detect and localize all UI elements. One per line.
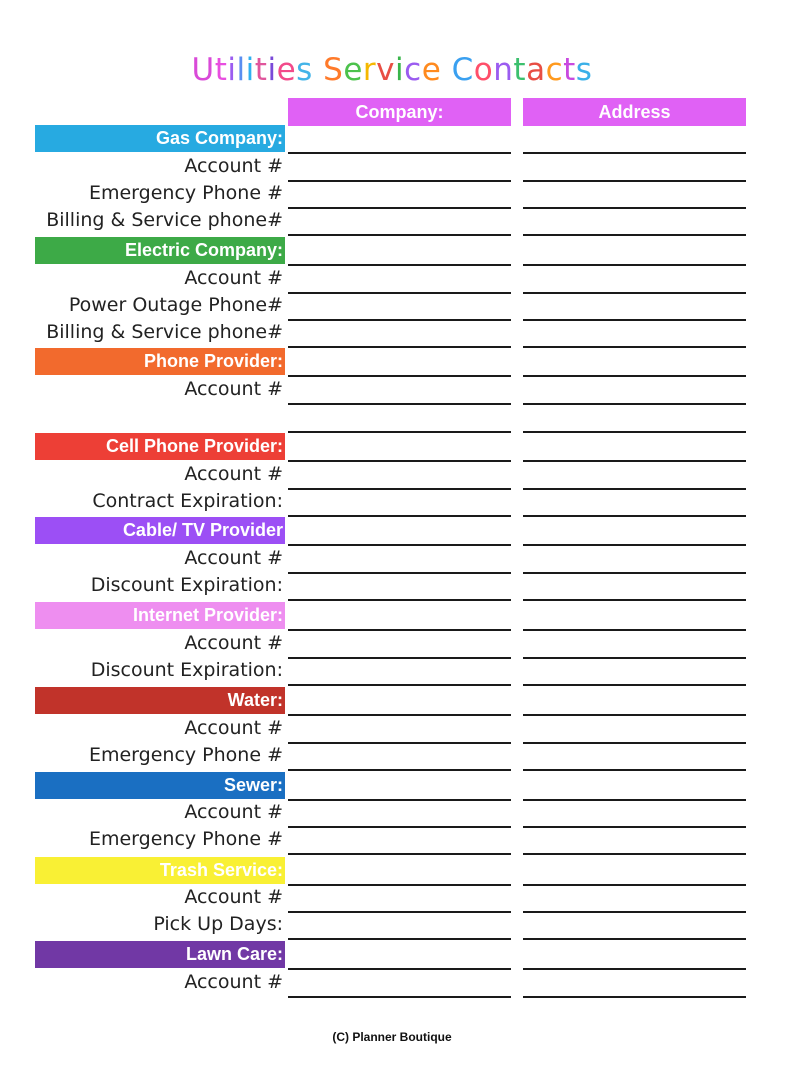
title-letter: t xyxy=(563,52,576,88)
title-letter: C xyxy=(451,52,474,88)
company-entry-line[interactable] xyxy=(288,968,511,970)
address-entry-line[interactable] xyxy=(523,629,746,631)
address-entry-line[interactable] xyxy=(523,180,746,182)
title-letter: i xyxy=(227,52,237,88)
field-label-emergency-phone: Emergency Phone # xyxy=(88,828,283,850)
company-entry-line[interactable] xyxy=(288,180,511,182)
field-label-discount-expiration: Discount Expiration: xyxy=(90,659,283,681)
address-entry-line[interactable] xyxy=(523,264,746,266)
company-entry-line[interactable] xyxy=(288,599,511,601)
address-entry-line[interactable] xyxy=(523,346,746,348)
company-entry-line[interactable] xyxy=(288,264,511,266)
address-entry-line[interactable] xyxy=(523,572,746,574)
address-entry-line[interactable] xyxy=(523,884,746,886)
company-entry-line[interactable] xyxy=(288,234,511,236)
title-letter: c xyxy=(404,52,422,88)
address-entry-line[interactable] xyxy=(523,826,746,828)
title-letter: e xyxy=(276,52,297,88)
title-letter: n xyxy=(493,52,514,88)
address-entry-line[interactable] xyxy=(523,657,746,659)
address-entry-line[interactable] xyxy=(523,968,746,970)
field-label-pick-up-days: Pick Up Days: xyxy=(153,913,283,935)
company-entry-line[interactable] xyxy=(288,884,511,886)
title-letter: o xyxy=(473,52,494,88)
company-entry-line[interactable] xyxy=(288,346,511,348)
company-entry-line[interactable] xyxy=(288,319,511,321)
title-letter: v xyxy=(376,52,396,88)
company-entry-line[interactable] xyxy=(288,769,511,771)
section-header-internet-provider: Internet Provider: xyxy=(35,602,285,629)
company-entry-line[interactable] xyxy=(288,911,511,913)
section-header-lawn-care: Lawn Care: xyxy=(35,941,285,968)
title-letter: t xyxy=(214,52,228,88)
title-letter: s xyxy=(296,52,313,88)
spacer-row xyxy=(35,404,285,431)
address-entry-line[interactable] xyxy=(523,799,746,801)
company-entry-line[interactable] xyxy=(288,799,511,801)
field-label-account: Account # xyxy=(184,267,283,289)
title-letter: c xyxy=(545,52,564,88)
section-header-cable-tv-provider: Cable/ TV Provider xyxy=(35,517,285,544)
field-label-billing-service-phone: Billing & Service phone# xyxy=(46,321,283,343)
company-entry-line[interactable] xyxy=(288,431,511,433)
address-entry-line[interactable] xyxy=(523,431,746,433)
company-column-header: Company: xyxy=(288,98,511,126)
address-entry-line[interactable] xyxy=(523,207,746,209)
section-header-trash-service: Trash Service: xyxy=(35,857,285,884)
address-entry-line[interactable] xyxy=(523,152,746,154)
field-label-emergency-phone: Emergency Phone # xyxy=(88,182,283,204)
company-entry-line[interactable] xyxy=(288,742,511,744)
company-entry-line[interactable] xyxy=(288,488,511,490)
field-label-account: Account # xyxy=(184,801,283,823)
title-letter: e xyxy=(343,52,363,88)
section-header-electric-company: Electric Company: xyxy=(35,237,285,264)
address-entry-line[interactable] xyxy=(523,769,746,771)
title-letter: e xyxy=(421,52,442,88)
company-entry-line[interactable] xyxy=(288,629,511,631)
company-entry-line[interactable] xyxy=(288,403,511,405)
address-entry-line[interactable] xyxy=(523,911,746,913)
address-entry-line[interactable] xyxy=(523,292,746,294)
title-letter: s xyxy=(575,52,593,88)
address-entry-line[interactable] xyxy=(523,515,746,517)
address-entry-line[interactable] xyxy=(523,742,746,744)
company-entry-line[interactable] xyxy=(288,826,511,828)
company-entry-line[interactable] xyxy=(288,572,511,574)
address-entry-line[interactable] xyxy=(523,996,746,998)
address-column-header: Address xyxy=(523,98,746,126)
company-entry-line[interactable] xyxy=(288,853,511,855)
copyright-footer: (C) Planner Boutique xyxy=(332,1030,452,1044)
company-entry-line[interactable] xyxy=(288,152,511,154)
title-letter: t xyxy=(513,52,527,88)
address-entry-line[interactable] xyxy=(523,460,746,462)
section-header-phone-provider: Phone Provider: xyxy=(35,348,285,375)
company-entry-line[interactable] xyxy=(288,657,511,659)
address-entry-line[interactable] xyxy=(523,714,746,716)
address-entry-line[interactable] xyxy=(523,684,746,686)
company-entry-line[interactable] xyxy=(288,684,511,686)
section-header-cell-phone-provider: Cell Phone Provider: xyxy=(35,433,285,460)
company-entry-line[interactable] xyxy=(288,996,511,998)
company-entry-line[interactable] xyxy=(288,460,511,462)
field-label-power-outage-phone: Power Outage Phone# xyxy=(68,294,283,316)
title-letter: i xyxy=(245,52,255,88)
field-label-emergency-phone: Emergency Phone # xyxy=(88,744,283,766)
title-letter: S xyxy=(323,52,344,88)
address-entry-line[interactable] xyxy=(523,488,746,490)
company-entry-line[interactable] xyxy=(288,938,511,940)
title-letter: r xyxy=(362,52,377,88)
title-letter: U xyxy=(191,52,215,88)
company-entry-line[interactable] xyxy=(288,292,511,294)
company-entry-line[interactable] xyxy=(288,544,511,546)
address-entry-line[interactable] xyxy=(523,938,746,940)
field-label-account: Account # xyxy=(184,547,283,569)
field-label-discount-expiration: Discount Expiration: xyxy=(90,574,283,596)
title-letter: i xyxy=(267,52,277,88)
title-letter: i xyxy=(395,52,405,88)
field-label-account: Account # xyxy=(184,717,283,739)
field-label-billing-service-phone: Billing & Service phone# xyxy=(46,209,283,231)
address-entry-line[interactable] xyxy=(523,853,746,855)
section-header-water: Water: xyxy=(35,687,285,714)
field-label-account: Account # xyxy=(184,971,283,993)
company-entry-line[interactable] xyxy=(288,714,511,716)
address-entry-line[interactable] xyxy=(523,403,746,405)
address-entry-line[interactable] xyxy=(523,234,746,236)
title-letter: a xyxy=(526,52,546,88)
address-entry-line[interactable] xyxy=(523,599,746,601)
company-entry-line[interactable] xyxy=(288,515,511,517)
field-label-account: Account # xyxy=(184,632,283,654)
field-label-account: Account # xyxy=(184,886,283,908)
address-entry-line[interactable] xyxy=(523,319,746,321)
field-label-account: Account # xyxy=(184,378,283,400)
title-letter: l xyxy=(236,52,246,88)
field-label-account: Account # xyxy=(184,155,283,177)
field-label-contract-expiration: Contract Expiration: xyxy=(92,490,283,512)
address-entry-line[interactable] xyxy=(523,544,746,546)
section-header-gas-company: Gas Company: xyxy=(35,125,285,152)
section-header-sewer: Sewer: xyxy=(35,772,285,799)
field-label-account: Account # xyxy=(184,463,283,485)
title-letter: t xyxy=(254,52,268,88)
company-entry-line[interactable] xyxy=(288,375,511,377)
company-entry-line[interactable] xyxy=(288,207,511,209)
address-entry-line[interactable] xyxy=(523,375,746,377)
